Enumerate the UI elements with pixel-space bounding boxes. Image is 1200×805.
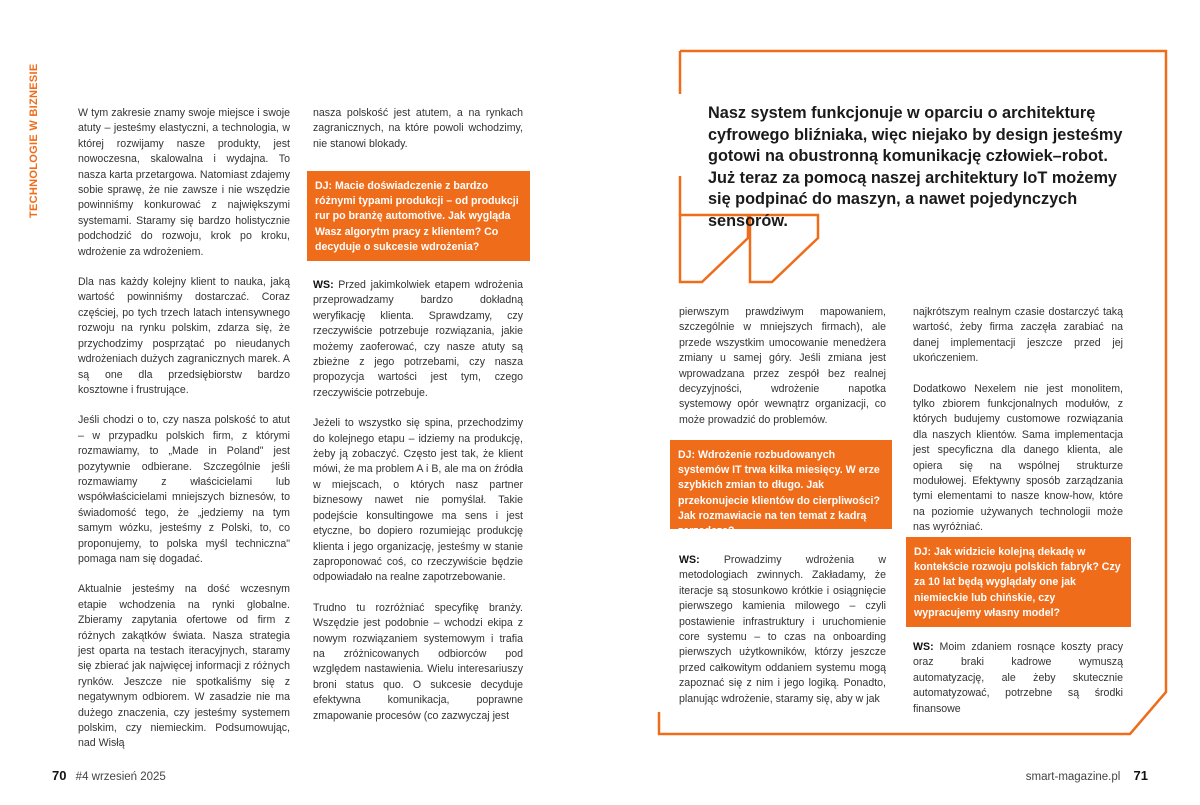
footer-left	[52, 768, 166, 783]
paragraph: nasza polskość jest atutem, a na rynkach zagranicznych, na które powoli wchodzimy, nie stanowi blokady.	[313, 107, 523, 150]
footer-right	[1026, 768, 1148, 783]
section-tag: TECHNOLOGIE W BIZNESIE	[28, 63, 40, 218]
article-column-3	[679, 305, 886, 443]
paragraph: Trudno tu rozróżniać specyfikę branży. Wszędzie jest podobnie – wchodzi ekipa z nowym rozwiązaniem systemowym i trafia na zróżnicowanych odbiorców pod względem nastawienia. Wielu interesariuszy broni status quo. O sukcesie decyduje efektywna komunikacja, poprawne zmapowanie procesów (co zazwyczaj jest	[313, 601, 523, 722]
paragraph: Aktualnie jesteśmy na dość wczesnym etapie wchodzenia na rynki globalne. Zbieramy zapytania ofertowe od firm z różnych zakątków świata. Nasza strategia jest oparta na testach iteracyjnych, staramy się zbierać jak najwięcej informacji z różnych rynków. Jeszcze nie spotkaliśmy się z negatywnym odbiorem. W zasadzie nie ma dużego znaczenia, czy jesteśmy systemem polskim, czy niemieckim. Podsumowując, nad Wisłą	[78, 583, 290, 750]
paragraph: Dodatkowo Nexelem nie jest monolitem, tylko zbiorem funkcjonalnych modułów, z których budujemy customowe rozwiązania dla naszych klientów. Sama implementacja jest specyficzna dla danego klienta, ale opiera się na wspólnej strukturze modułowej. Efektywny sposób zarządzania tymi elementami to nasze know-how, które na poziomie używanych technologii może nas wyróżniać.	[913, 382, 1123, 534]
paragraph: Jeśli chodzi o to, czy nasza polskość to atut – w przypadku polskich firm, z którymi rozmawiamy, to „Made in Poland" jest pozytywnie odbierane. Szczególnie jeśli rozmawiamy z właścicielami lub współwłaścicielami mniejszych biznesów, to świadomość tego, że „jedziemy na tym samym wózku, jesteśmy z Polski, to, co proponujemy, to polska myśl techniczna" pomaga nam się dogadać.	[78, 414, 290, 565]
answer-text: Przed jakimkolwiek etapem wdrożenia przeprowadzamy bardzo dokładną weryfikację klienta. Sprawdzamy, czy rzeczywiście potrzebuje rozwiązania, jakie możemy zaoferować, czy nasze atuty są zbieżne z jego potrzebami, czy nasza propozycja wartości jest tym, czego rzeczywiście potrzebuje.	[313, 279, 523, 399]
paragraph: W tym zakresie znamy swoje miejsce i swoje atuty – jesteśmy elastyczni, a technologia, w której rozwijamy nasze produkty, jest nowoczesna, skalowalna i wydajna. To nasza karta przetargowa. Natomiast zdajemy sobie sprawę, że nie zawsze i nie wszędzie powinniśmy konkurować z największymi systemami. Staramy się bardzo holistycznie podchodzić do rozwoju, krok po kroku, wdrożenie za wdrożeniem.	[78, 107, 290, 258]
paragraph: pierwszym prawdziwym mapowaniem, szczególnie w mniejszych firmach), ale przede wszystkim umocowanie menedżera zmiany u samej góry. Jeśli zmiana jest wprowadzana przez zespół bez realnej decyzyjności, wdrożenie napotka systemowy opór wewnątrz organizacji, co może prowadzić do problemów.	[679, 306, 886, 426]
page-number: 70	[52, 768, 67, 783]
page-number: 71	[1133, 768, 1148, 783]
interview-question-box: DJ: Jak widzicie kolejną dekadę w kontekście rozwoju polskich fabryk? Czy za 10 lat będą wyglądały one jak niemieckie lub chińskie, czy wypracujemy własny model?	[906, 537, 1131, 627]
speaker-label: WS:	[913, 641, 934, 653]
answer-text: Prowadzimy wdrożenia w metodologiach zwinnych. Zakładamy, że iteracje są stosunkowo krótkie i osiągnięcie pierwszego kamienia milowego – czyli postawienie infrastruktury i uruchomienie core systemu – to czas na onboarding pierwszych użytkowników, którzy jeszcze przed całkowitym oddaniem systemu mogą zapoznać się z nim i jego logiką. Ponadto, planując wdrożenie, staramy się, aby w jak	[679, 554, 886, 705]
speaker-label: WS:	[679, 554, 700, 566]
speaker-label: WS:	[313, 279, 334, 291]
article-column-3-continued	[679, 553, 886, 722]
answer-paragraph	[679, 553, 886, 707]
article-column-4-continued	[913, 640, 1123, 732]
answer-text: Moim zdaniem rosnące koszty pracy oraz braki kadrowe wymuszą automatyzację, ale żeby skutecznie automatyzować, potrzebne są środki finansowe	[913, 641, 1123, 715]
interview-question-box: DJ: Macie doświadczenie z bardzo różnymi typami produkcji – od produkcji rur po branżę automotive. Jak wygląda Wasz algorytm pracy z klientem? Co decyduje o sukcesie wdrożenia?	[307, 171, 530, 261]
paragraph: Jeżeli to wszystko się spina, przechodzimy do kolejnego etapu – idziemy na produkcję, żeby ją zobaczyć. Często jest tak, że klient mówi, że ma problem A i B, ale ma on źródła w miejscach, o których nasz partner biznesowy nawet nie pomyślał. Takie podejście konsultingowe ma sens i jest etyczne, bo dopiero rozumiejąc produkcję klienta i jego organizację, jesteśmy w stanie zaproponować coś, co rzeczywiście będzie odpowiadało na realne zapotrzebowanie.	[313, 417, 523, 584]
article-column-4	[913, 305, 1123, 551]
issue-label: #4 wrzesień 2025	[75, 771, 166, 783]
site-url[interactable]: smart-magazine.pl	[1025, 771, 1121, 783]
interview-question-box: DJ: Wdrożenie rozbudowanych systemów IT trwa kilka miesięcy. W erze szybkich zmian to długo. Jak przekonujecie klientów do cierpliwości? Jak rozmawiacie na ten temat z kadrą zarządczą?	[670, 440, 892, 529]
paragraph: Dla nas każdy kolejny klient to nauka, jaką wartość powinniśmy dostarczać. Coraz częściej, po tych trzech latach intensywnego rozwoju na rynku polskim, zdarza się, że przychodzimy posprzątać po nieudanych wdrożeniach dużych zagranicznych marek. A są one dla przedsiębiorstw bardzo kosztowne i frustrujące.	[78, 276, 290, 396]
pull-quote: Nasz system funkcjonuje w oparciu o architekturę cyfrowego bliźniaka, więc niejako by design jesteśmy gotowi na obustronną komunikację człowiek–robot. Już teraz za pomocą naszej architektury IoT możemy się podpinać do maszyn, a nawet pojedynczych sensorów.	[708, 104, 1123, 230]
answer-paragraph	[913, 640, 1123, 717]
paragraph: najkrótszym realnym czasie dostarczyć taką wartość, żeby firma zaczęła zarabiać na danej implementacji jeszcze przed jej ukończeniem.	[913, 306, 1123, 365]
